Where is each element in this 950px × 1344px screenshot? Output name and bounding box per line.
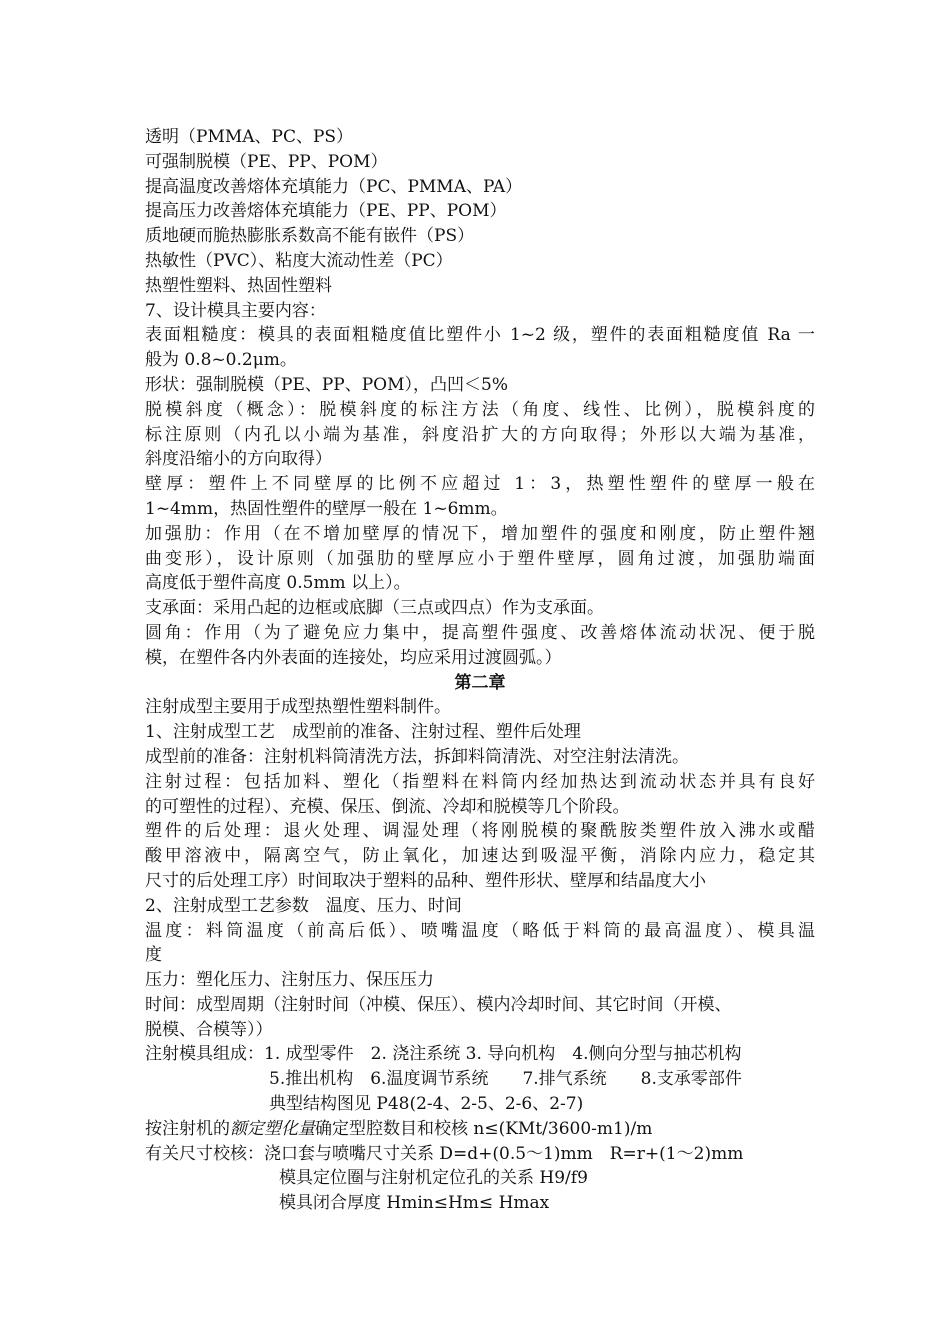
text-line-indented: 模具定位圈与注射机定位孔的关系 H9/f9: [279, 1168, 588, 1189]
text-line: 热塑性塑料、热固性塑料: [145, 275, 332, 296]
text-line: 塑件的后处理：退火处理、调湿处理（将刚脱模的聚酰胺类塑件放入沸水或醋: [145, 821, 815, 842]
text-line: 的可塑性的过程）、充模、保压、倒流、冷却和脱模等几个阶段。: [145, 796, 630, 817]
text-line: 注射过程：包括加料、塑化（指塑料在料筒内经加热达到流动状态并具有良好: [145, 771, 815, 792]
text-line: 注射模具组成：1. 成型零件 2. 浇注系统 3. 导向机构 4.侧向分型与抽芯机构: [145, 1044, 742, 1065]
text-line: 尺寸的后处理工序）时间取决于塑料的品种、塑件形状、壁厚和结晶度大小: [145, 870, 706, 891]
text-line: 标注原则（内孔以小端为基准，斜度沿扩大的方向取得；外形以大端为基准，: [145, 424, 815, 445]
text-line-indented: 模具闭合厚度 Hmin≤Hm≤ Hmax: [279, 1193, 550, 1214]
text-line: 1~4mm，热固性塑件的壁厚一般在 1~6mm。: [145, 498, 508, 519]
text-line: 透明（PMMA、PC、PS）: [145, 127, 354, 147]
text-line: 斜度沿缩小的方向取得）: [145, 449, 332, 470]
chapter-title: 第二章: [454, 672, 506, 693]
text-line: 提高温度改善熔体充填能力（PC、PMMA、PA）: [145, 176, 523, 197]
text-line: 温度：料筒温度（前高后低）、喷嘴温度（略低于料筒的最高温度）、模具温: [145, 920, 815, 941]
text-line: 注射成型主要用于成型热塑性塑料制件。: [145, 697, 451, 718]
text-line: 2、注射成型工艺参数 温度、压力、时间: [145, 895, 462, 916]
text-line: 模，在塑件各内外表面的连接处，均应采用过渡圆弧。）: [145, 647, 562, 668]
text-line: 度: [145, 945, 162, 966]
text-line: 热敏性（PVC）、粘度大流动性差（PC）: [145, 250, 453, 271]
text-line: 有关尺寸校核：浇口套与喷嘴尺寸关系 D=d+(0.5～1)mm R=r+(1～2)mm: [145, 1143, 744, 1164]
text-line: 可强制脱模（PE、PP、POM）: [145, 151, 388, 172]
text-line: 曲变形），设计原则（加强肋的壁厚应小于塑件壁厚，圆角过渡，加强肋端面: [145, 548, 815, 569]
text-line: 加强肋：作用（在不增加壁厚的情况下，增加塑件的强度和刚度，防止塑件翘: [145, 523, 815, 544]
text-line: 表面粗糙度：模具的表面粗糙度值比塑件小 1~2 级，塑件的表面粗糙度值 Ra 一: [145, 325, 815, 346]
text-line-indented: 典型结构图见 P48(2-4、2-5、2-6、2-7): [269, 1094, 584, 1115]
text-line: 时间：成型周期（注射时间（冲模、保压）、模内冷却时间、其它时间（开模、: [145, 994, 732, 1015]
text-line: 压力：塑化压力、注射压力、保压压力: [145, 970, 434, 991]
check-line-prefix: 按注射机的: [145, 1118, 230, 1139]
text-line: 支承面：采用凸起的边框或底脚（三点或四点）作为支承面。: [145, 598, 604, 619]
check-line-emphasis: 额定塑化量: [230, 1118, 315, 1139]
section-heading: 7、设计模具主要内容：: [145, 300, 326, 321]
text-line: 高度低于塑件高度 0.5mm 以上）。: [145, 573, 411, 594]
text-line: 脱模斜度（概念）：脱模斜度的标注方法（角度、线性、比例），脱模斜度的: [145, 399, 815, 420]
text-line: 圆角：作用（为了避免应力集中，提高塑件强度、改善熔体流动状况、便于脱: [145, 622, 815, 643]
text-line: 1、注射成型工艺 成型前的准备、注射过程、塑件后处理: [145, 722, 581, 743]
text-line: 形状：强制脱模（PE、PP、POM），凸凹＜5%: [145, 374, 508, 395]
text-line-indented: 5.推出机构 6.温度调节系统 7.排气系统 8.支承零部件: [269, 1069, 742, 1090]
text-line: 酸甲溶液中，隔离空气，防止氧化，加速达到吸湿平衡，消除内应力，稳定其: [145, 846, 815, 867]
text-line: 壁厚：塑件上不同壁厚的比例不应超过 1：3，热塑性塑件的壁厚一般在: [145, 474, 815, 495]
text-line: 脱模、合模等））: [145, 1019, 273, 1040]
text-line: 提高压力改善熔体充填能力（PE、PP、POM）: [145, 201, 507, 222]
text-line: 质地硬而脆热膨胀系数高不能有嵌件（PS）: [145, 226, 475, 247]
check-line-suffix: 确定型腔数目和校核 n≤(KMt/3600-m1)/m: [315, 1118, 653, 1139]
text-line: 般为 0.8~0.2μm。: [145, 350, 297, 371]
document-body: [145, 125, 815, 1216]
check-line: [145, 1117, 815, 1142]
text-line: 成型前的准备：注射机料筒清洗方法，拆卸料筒清洗、对空注射法清洗。: [145, 746, 689, 767]
